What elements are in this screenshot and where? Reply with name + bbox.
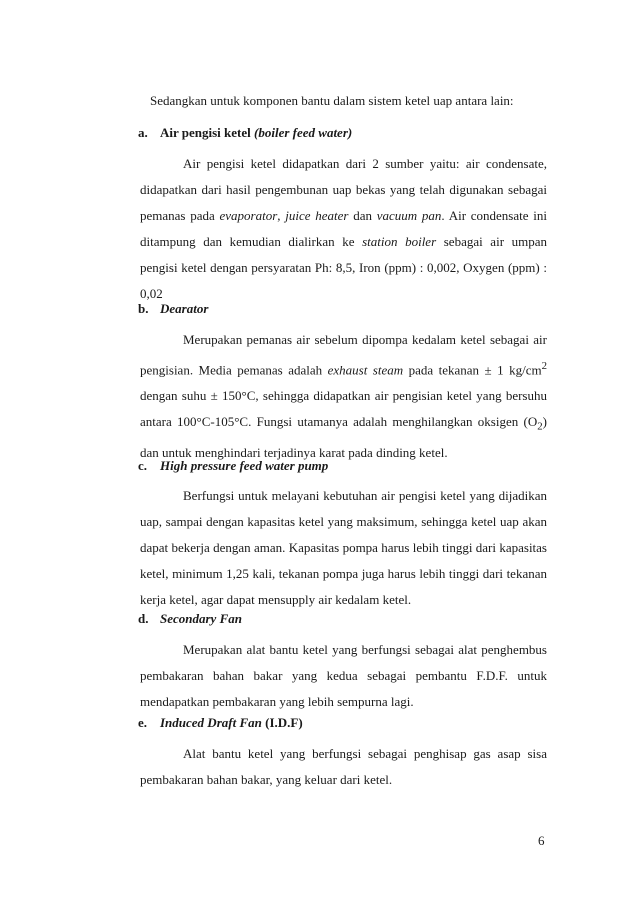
- evaporator-term: evaporator: [219, 208, 278, 223]
- section-c-paragraph: Berfungsi untuk melayani kebutuhan air pengisi ketel yang dijadikan uap, sampai dengan kapasitas ketel yang maksimum, sehingga ketel uap akan dapat bekerja dengan aman. Kapasitas pompa harus lebih tinggi dari kapasitas ketel, minimum 1,25 kali, tekanan pompa juga harus lebih tinggi dari tekanan kerja ketel, agar dapat mensupply air kedalam ketel.: [140, 488, 547, 607]
- section-b-title-italic: Dearator: [160, 301, 209, 316]
- section-a-paragraph: Air pengisi ketel didapatkan dari 2 sumber yaitu: air condensate, didapatkan dari hasil pengembunan uap bekas yang telah digunakan sebagai pemanas pada evaporator, juice heater dan vacuum pan. Air condensate ini ditampung dan kemudian dialirkan ke station boiler sebagai air umpan pengisi ketel dengan persyaratan Ph: 8,5, Iron (ppm) : 0,002, Oxygen (ppm) : 0,02: [140, 156, 547, 301]
- section-c-letter: c.: [138, 458, 148, 473]
- section-d-title-italic: Secondary Fan: [160, 611, 242, 626]
- section-b-letter: b.: [138, 301, 149, 316]
- section-a-title: Air pengisi ketel: [160, 125, 251, 140]
- section-e-heading: [138, 714, 303, 732]
- section-a-title-italic: (boiler feed water): [254, 125, 353, 140]
- juice-heater-term: juice heater: [285, 208, 349, 223]
- vacuum-pan-term: vacuum pan: [376, 208, 442, 223]
- section-b-heading: [138, 300, 208, 318]
- section-d-heading: [138, 610, 242, 628]
- section-b-paragraph: Merupakan pemanas air sebelum dipompa kedalam ketel sebagai air pengisian. Media pemanas adalah exhaust steam pada tekanan ± 1 $kg/cm^2$ dengan suhu ± 150°C, sehingga didapatkan air pengisian ketel yang bersuhu antara 100°C-105°C. Fungsi utamanya adalah menghilangkan oksigen $(O_2)$ dan untuk menghindari terjadinya karat pada dinding ketel.: [140, 332, 547, 460]
- station-boiler-term: station boiler: [362, 234, 437, 249]
- section-c-heading: [138, 457, 328, 475]
- section-e-paragraph: Alat bantu ketel yang berfungsi sebagai penghisap gas asap sisa pembakaran bahan bakar, yang keluar dari ketel.: [140, 746, 547, 787]
- page-number: 6: [538, 833, 545, 848]
- section-e-letter: e.: [138, 715, 148, 730]
- section-d-paragraph: Merupakan alat bantu ketel yang berfungsi sebagai alat penghembus pembakaran bahan bakar yang kedua sebagai pembantu F.D.F. untuk mendapatkan pembakaran yang lebih sempurna lagi.: [140, 642, 547, 709]
- section-e-title-italic: Induced Draft Fan: [160, 715, 262, 730]
- section-a-letter: a.: [138, 125, 148, 140]
- intro-text: Sedangkan untuk komponen bantu dalam sistem ketel uap antara lain:: [150, 93, 514, 108]
- exhaust-steam-term: exhaust steam: [327, 362, 404, 378]
- section-e-title-abbrev: (I.D.F): [265, 715, 303, 730]
- section-c-title-italic: High pressure feed water pump: [160, 458, 329, 473]
- section-a-heading: [138, 124, 352, 142]
- section-d-letter: d.: [138, 611, 149, 626]
